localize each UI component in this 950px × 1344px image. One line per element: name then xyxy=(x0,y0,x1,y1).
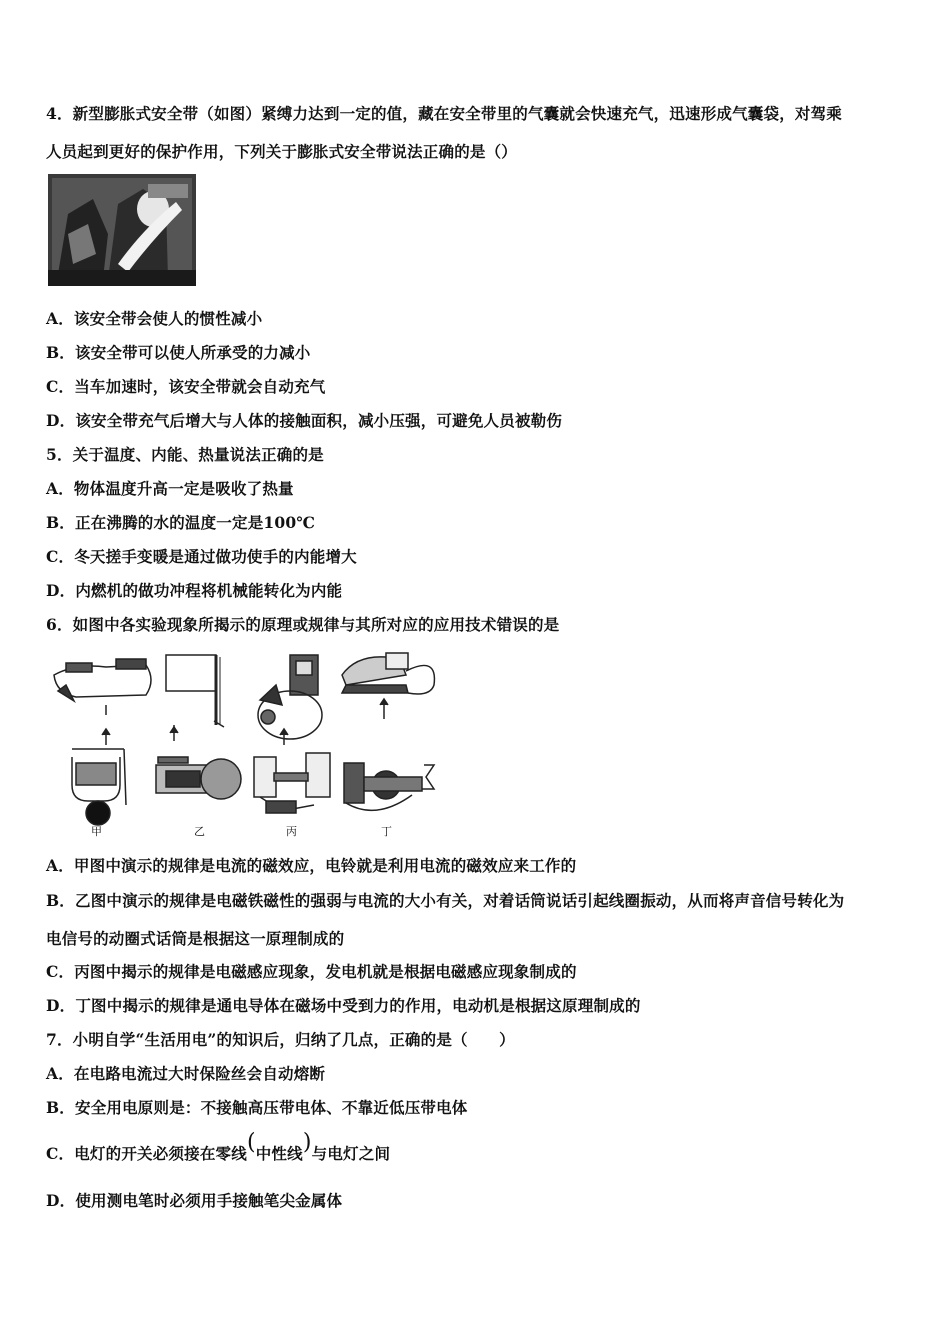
q7-option-b: B．安全用电原则是：不接触高压带电体、不靠近低压带电体 xyxy=(46,1098,468,1117)
q7-option-c-paren-open: ( xyxy=(246,1130,256,1155)
q6-option-b-cont: 电信号的动圈式话筒是根据这一原理制成的 xyxy=(46,929,345,948)
q4-stem-line1: 4．新型膨胀式安全带（如图）紧缚力达到一定的值，藏在安全带里的气囊就会快速充气，迅速形成气囊袋，对驾乘 xyxy=(46,104,842,123)
figure-label-jia: 甲 xyxy=(91,825,102,838)
q7-option-c-mid: 中性线 xyxy=(255,1144,303,1163)
q7-option-c-pre: C．电灯的开关必须接在零线 xyxy=(46,1144,247,1163)
q6-option-b: B．乙图中演示的规律是电磁铁磁性的强弱与电流的大小有关，对着话筒说话引起线圈振动，从而将声音信号转化为 xyxy=(46,891,845,910)
q6-option-d: D．丁图中揭示的规律是通电导体在磁场中受到力的作用，电动机是根据这原理制成的 xyxy=(46,996,641,1015)
q7-option-c-post: 与电灯之间 xyxy=(311,1144,391,1163)
q5-stem: 5．关于温度、内能、热量说法正确的是 xyxy=(46,445,324,464)
figure-label-yi: 乙 xyxy=(194,825,205,838)
figure-label-ding: 丁 xyxy=(381,825,392,838)
q6-experiment-figure xyxy=(46,645,438,841)
q7-option-c-paren-close: ) xyxy=(302,1130,312,1155)
q4-seatbelt-photo xyxy=(48,174,196,286)
q4-option-c: C．当车加速时，该安全带就会自动充气 xyxy=(46,377,326,396)
q5-option-c: C．冬天搓手变暖是通过做功使手的内能增大 xyxy=(46,547,357,566)
q4-option-b: B．该安全带可以使人所承受的力减小 xyxy=(46,343,311,362)
q6-option-a: A．甲图中演示的规律是电流的磁效应，电铃就是利用电流的磁效应来工作的 xyxy=(46,856,577,875)
q7-option-a: A．在电路电流过大时保险丝会自动熔断 xyxy=(46,1064,326,1083)
q4-option-d: D．该安全带充气后增大与人体的接触面积，减小压强，可避免人员被勒伤 xyxy=(46,411,563,430)
figure-label-bing: 丙 xyxy=(286,825,297,838)
q7-option-c xyxy=(46,1130,391,1165)
q6-stem: 6．如图中各实验现象所揭示的原理或规律与其所对应的应用技术错误的是 xyxy=(46,615,560,634)
q5-option-b: B．正在沸腾的水的温度一定是100℃ xyxy=(46,513,316,532)
q7-option-d: D．使用测电笔时必须用手接触笔尖金属体 xyxy=(46,1191,343,1210)
q7-stem: 7．小明自学“生活用电”的知识后，归纳了几点，正确的是（ ） xyxy=(46,1030,515,1049)
q4-option-a: A．该安全带会使人的惯性减小 xyxy=(46,309,263,328)
q5-option-a: A．物体温度升高一定是吸收了热量 xyxy=(46,479,294,498)
q6-option-c: C．丙图中揭示的规律是电磁感应现象，发电机就是根据电磁感应现象制成的 xyxy=(46,962,577,981)
q5-option-d: D．内燃机的做功冲程将机械能转化为内能 xyxy=(46,581,343,600)
q4-stem-line2: 人员起到更好的保护作用，下列关于膨胀式安全带说法正确的是（） xyxy=(46,142,518,161)
